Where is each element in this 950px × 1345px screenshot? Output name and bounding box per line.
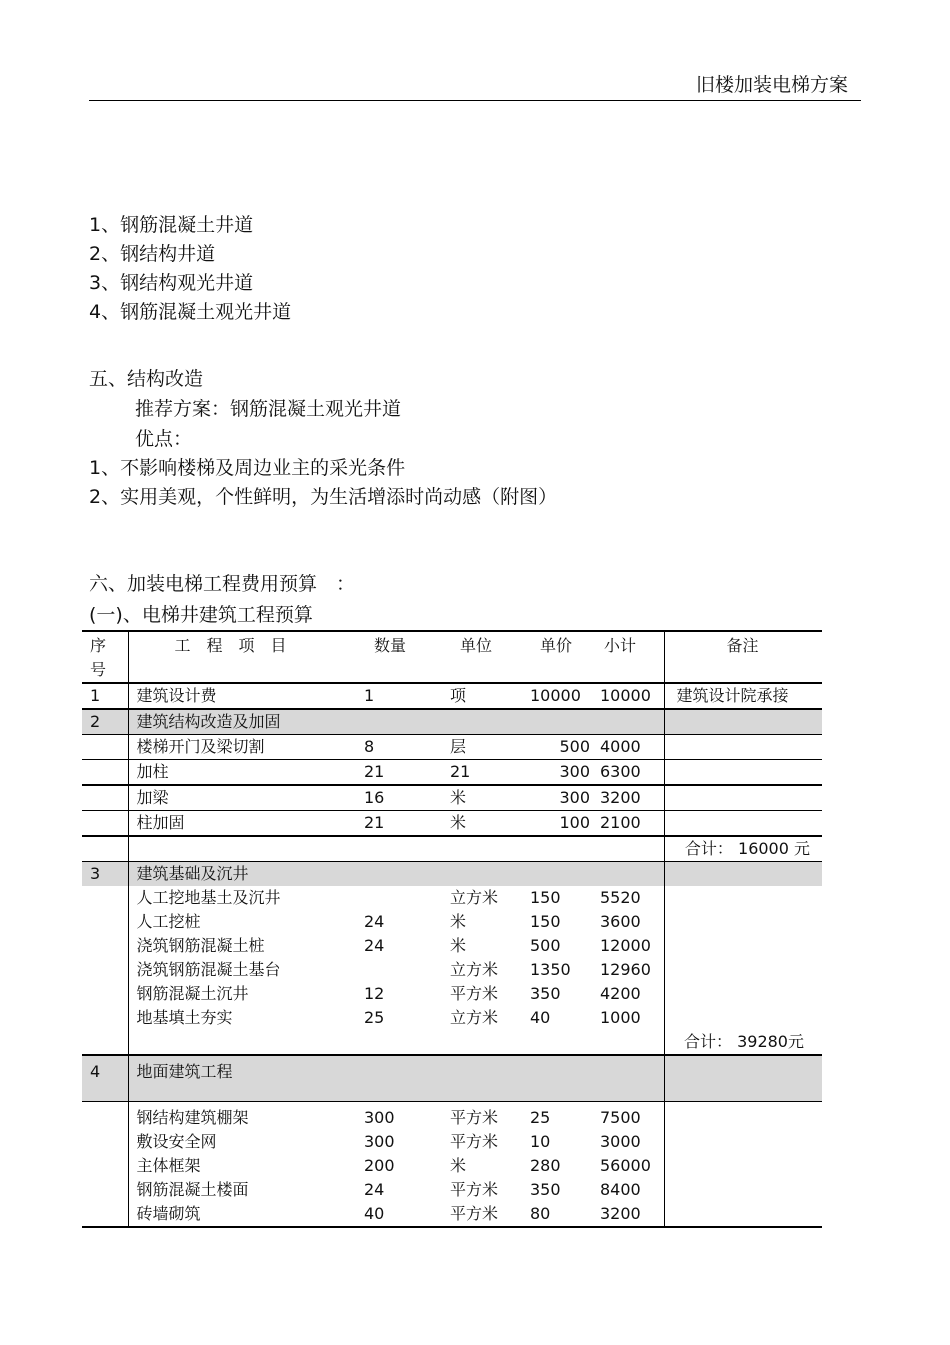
header-item: 工 程 项 目 — [128, 631, 356, 683]
row-price: 300 — [522, 785, 598, 811]
group-remark — [664, 709, 822, 735]
row-item: 钢筋混凝土楼面 — [136, 1179, 249, 1199]
row-item: 地基填土夯实 — [136, 1008, 233, 1027]
row-seq — [82, 836, 128, 862]
row-unit: 立方米 — [450, 1008, 499, 1027]
table-row — [82, 1154, 822, 1178]
shaft-type-1: 1、钢筋混凝土井道 — [89, 214, 254, 236]
group-total: 合计： 16000 元 — [664, 836, 822, 862]
group-seq: 4 — [82, 1055, 128, 1101]
table-row — [82, 735, 822, 760]
row-unit: 平方米 — [442, 1202, 522, 1227]
row-price: 500 — [522, 735, 598, 760]
table-row — [82, 811, 822, 837]
row-unit: 21 — [442, 760, 522, 786]
row-remark — [664, 735, 822, 760]
row-unit: 米 — [450, 936, 467, 955]
row-item: 主体框架 — [136, 1155, 201, 1175]
row-qty: 24 — [364, 936, 385, 955]
row-subtotal: 1000 — [600, 1008, 641, 1027]
row-unit: 平方米 — [450, 984, 499, 1003]
row-qty: 300 — [364, 1131, 395, 1151]
row-unit: 项 — [442, 683, 522, 709]
row-item: 建筑设计费 — [128, 683, 356, 709]
header-qty: 数量 — [356, 631, 442, 683]
header-rule — [89, 100, 861, 101]
group-row — [82, 1055, 822, 1101]
row-price: 25 — [522, 1101, 598, 1130]
recommended-scheme: 推荐方案：钢筋混凝土观光井道 — [135, 398, 402, 420]
row-price: 280 — [530, 1155, 561, 1175]
header-price: 单价 — [522, 631, 598, 683]
row-item: 人工挖地基土及沉井 — [136, 888, 281, 907]
row-item: 砖墙砌筑 — [128, 1202, 356, 1227]
row-seq — [82, 760, 128, 786]
row-subtotal: 12960 — [600, 960, 651, 979]
shaft-type-3: 3、钢结构观光井道 — [89, 272, 254, 294]
group-row — [82, 862, 822, 887]
row-item: 加柱 — [128, 760, 356, 786]
page-header-title: 旧楼加装电梯方案 — [695, 74, 848, 96]
row-price: 350 — [530, 1179, 561, 1199]
row-qty: 24 — [364, 1179, 385, 1199]
group-title: 建筑基础及沉井 — [128, 862, 664, 887]
header-remark: 备注 — [664, 631, 822, 683]
table-row — [82, 910, 822, 934]
row-seq — [82, 735, 128, 760]
row-price: 10 — [530, 1131, 551, 1151]
table-header-row — [82, 631, 822, 683]
row-item: 楼梯开门及梁切割 — [128, 735, 356, 760]
row-qty: 300 — [356, 1101, 442, 1130]
row-remark — [664, 811, 822, 837]
row-subtotal: 6300 — [598, 760, 664, 786]
row-subtotal: 3200 — [598, 1202, 664, 1227]
row-seq — [82, 785, 128, 811]
section6-subheading: (一)、电梯井建筑工程预算 — [89, 604, 313, 626]
table-row — [82, 760, 822, 786]
row-unit: 立方米 — [450, 888, 499, 907]
table-row — [82, 1202, 822, 1227]
row-empty — [128, 836, 664, 862]
advantage-2: 2、实用美观，个性鲜明，为生活增添时尚动感（附图） — [89, 486, 558, 508]
row-seq — [82, 811, 128, 837]
row-item: 人工挖桩 — [136, 912, 201, 931]
group-remark — [664, 1055, 822, 1101]
row-qty: 12 — [364, 984, 385, 1003]
row-price: 300 — [522, 760, 598, 786]
row-price: 1350 — [530, 960, 571, 979]
budget-table-wrapper — [82, 630, 822, 1228]
table-row — [82, 982, 822, 1006]
row-remark: 建筑设计院承接 — [664, 683, 822, 709]
table-row — [82, 1178, 822, 1202]
row-qty: 25 — [364, 1008, 385, 1027]
budget-table — [82, 630, 822, 1228]
row-item: 钢筋混凝土沉井 — [136, 984, 249, 1003]
row-subtotal: 12000 — [600, 936, 651, 955]
table-row — [82, 1130, 822, 1154]
row-unit: 平方米 — [450, 1131, 499, 1151]
group-title: 建筑结构改造及加固 — [128, 709, 664, 735]
row-subtotal: 8400 — [600, 1179, 641, 1199]
row-price: 150 — [530, 888, 561, 907]
table-row — [82, 1101, 822, 1130]
table-row — [82, 958, 822, 982]
shaft-type-4: 4、钢筋混凝土观光井道 — [89, 301, 292, 323]
group-total: 合计： 39280元 — [664, 1030, 822, 1055]
row-item: 敷设安全网 — [136, 1131, 217, 1151]
row-qty: 16 — [356, 785, 442, 811]
row-item: 加梁 — [128, 785, 356, 811]
row-qty: 8 — [356, 735, 442, 760]
row-subtotal: 2100 — [598, 811, 664, 837]
group-seq: 3 — [82, 862, 128, 887]
row-subtotal: 56000 — [600, 1155, 651, 1175]
row-unit: 米 — [442, 785, 522, 811]
row-seq: 1 — [82, 683, 128, 709]
row-remark — [664, 760, 822, 786]
group-title: 地面建筑工程 — [128, 1055, 664, 1101]
row-qty: 1 — [356, 683, 442, 709]
table-row — [82, 683, 822, 709]
row-unit: 层 — [442, 735, 522, 760]
group-row — [82, 709, 822, 735]
advantage-1: 1、不影响楼梯及周边业主的采光条件 — [89, 457, 406, 479]
header-seq: 序 号 — [82, 631, 128, 683]
row-remark — [664, 785, 822, 811]
row-item: 浇筑钢筋混凝土桩 — [136, 936, 265, 955]
row-qty: 40 — [356, 1202, 442, 1227]
row-item: 钢结构建筑棚架 — [128, 1101, 356, 1130]
row-unit: 立方米 — [450, 960, 499, 979]
group-seq: 2 — [82, 709, 128, 735]
row-subtotal: 3200 — [598, 785, 664, 811]
row-subtotal: 4200 — [600, 984, 641, 1003]
row-qty: 24 — [364, 912, 385, 931]
row-subtotal: 3000 — [600, 1131, 641, 1151]
section5-heading: 五、结构改造 — [89, 368, 204, 390]
row-unit: 米 — [450, 912, 467, 931]
table-row — [82, 1006, 822, 1030]
row-unit: 米 — [450, 1155, 467, 1175]
section6-heading: 六、加装电梯工程费用预算 ： — [89, 573, 356, 595]
row-unit: 平方米 — [450, 1179, 499, 1199]
row-qty — [356, 958, 442, 982]
row-qty: 200 — [364, 1155, 395, 1175]
row-subtotal: 7500 — [598, 1101, 664, 1130]
row-price: 150 — [530, 912, 561, 931]
row-unit: 平方米 — [442, 1101, 522, 1130]
row-item: 浇筑钢筋混凝土基台 — [136, 960, 281, 979]
table-row — [82, 785, 822, 811]
row-subtotal: 3600 — [600, 912, 641, 931]
row-price: 10000 — [522, 683, 598, 709]
row-qty — [356, 886, 442, 910]
row-price: 350 — [530, 984, 561, 1003]
row-qty: 21 — [356, 760, 442, 786]
row-qty: 21 — [356, 811, 442, 837]
group-total-row — [82, 1030, 822, 1055]
group-total-row — [82, 836, 822, 862]
row-subtotal: 10000 — [598, 683, 664, 709]
row-subtotal: 4000 — [598, 735, 664, 760]
row-price: 500 — [530, 936, 561, 955]
row-item: 柱加固 — [128, 811, 356, 837]
row-subtotal: 5520 — [600, 888, 641, 907]
row-price: 100 — [522, 811, 598, 837]
row-price: 80 — [522, 1202, 598, 1227]
table-row — [82, 934, 822, 958]
advantages-label: 优点： — [135, 428, 193, 450]
shaft-type-2: 2、钢结构井道 — [89, 243, 216, 265]
row-unit: 米 — [442, 811, 522, 837]
header-unit: 单位 — [442, 631, 522, 683]
group-remark — [664, 862, 822, 887]
header-subtotal: 小计 — [598, 631, 664, 683]
row-price: 40 — [530, 1008, 551, 1027]
table-row — [82, 886, 822, 910]
